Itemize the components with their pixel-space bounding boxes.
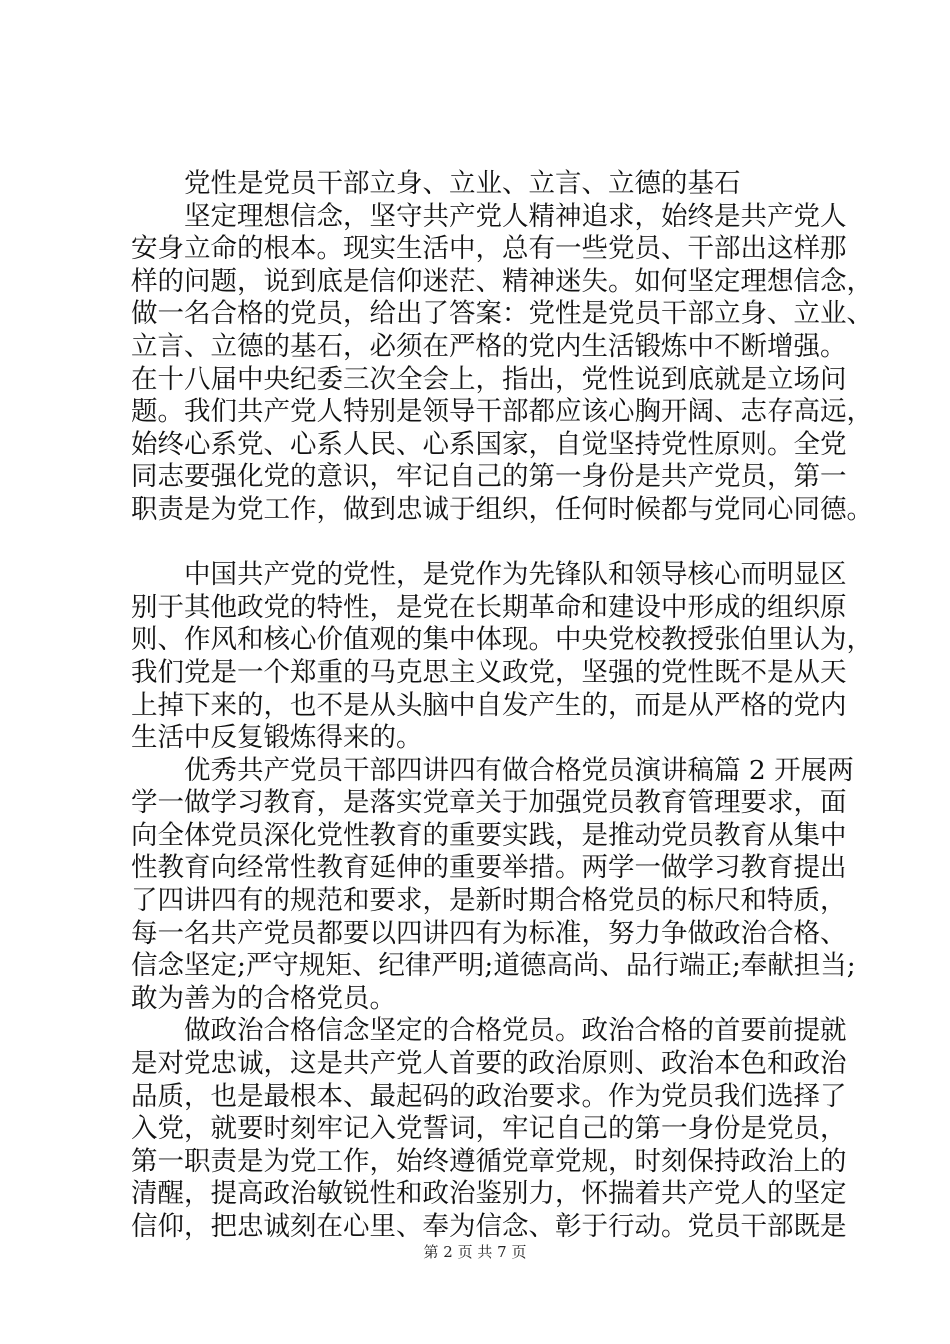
text-line: 信念坚定;严守规矩、纪律严明;道德高尚、品行端正;奉献担当;	[131, 950, 856, 982]
text-line: 了四讲四有的规范和要求，是新时期合格党员的标尺和特质，	[131, 885, 847, 917]
text-line: 题。我们共产党人特别是领导干部都应该心胸开阔、志存高远，	[131, 396, 873, 428]
paragraph-2	[131, 559, 873, 755]
text-line: 优秀共产党员干部四讲四有做合格党员演讲稿篇 2 开展两	[184, 754, 854, 786]
text-line: 立言、立德的基石，必须在严格的党内生活锻炼中不断增强。	[131, 330, 847, 362]
text-line: 生活中反复锻炼得来的。	[131, 722, 423, 754]
text-line: 样的问题，说到底是信仰迷茫、精神迷失。如何坚定理想信念，	[131, 265, 873, 297]
text-line: 信仰，把忠诚刻在心里、奉为信念、彰于行动。党员干部既是	[131, 1211, 847, 1242]
text-line: 性教育向经常性教育延伸的重要举措。两学一做学习教育提出	[131, 852, 847, 884]
text-line: 中国共产党的党性，是党作为先锋队和领导核心而明显区	[184, 559, 847, 591]
page-footer	[0, 1242, 950, 1262]
text-line: 每一名共产党员都要以四讲四有为标准，努力争做政治合格、	[131, 917, 847, 949]
document-body	[131, 168, 873, 1244]
text-line: 党性是党员干部立身、立业、立言、立德的基石	[184, 168, 741, 199]
text-line: 则、作风和核心价值观的集中体现。中央党校教授张伯里认为，	[131, 624, 873, 656]
text-line: 是对党忠诚，这是共产党人首要的政治原则、政治本色和政治	[131, 1048, 847, 1080]
text-line: 向全体党员深化党性教育的重要实践，是推动党员教育从集中	[131, 819, 847, 851]
text-line: 别于其他政党的特性，是党在长期革命和建设中形成的组织原	[131, 591, 847, 623]
text-line: 职责是为党工作，做到忠诚于组织，任何时候都与党同心同德。	[131, 493, 873, 525]
text-line: 第一职责是为党工作，始终遵循党章党规，时刻保持政治上的	[131, 1145, 847, 1177]
text-line: 敢为善为的合格党员。	[131, 982, 396, 1014]
paragraph-3	[131, 754, 856, 1016]
paragraph-1	[131, 200, 873, 527]
text-line: 学一做学习教育，是落实党章关于加强党员教育管理要求，面	[131, 787, 847, 819]
paragraph-4	[131, 1015, 847, 1243]
text-line: 安身立命的根本。现实生活中，总有一些党员、干部出这样那	[131, 233, 847, 265]
text-line: 我们党是一个郑重的马克思主义政党，坚强的党性既不是从天	[131, 656, 847, 688]
text-line: 做政治合格信念坚定的合格党员。政治合格的首要前提就	[184, 1015, 847, 1047]
text-line: 做一名合格的党员，给出了答案：党性是党员干部立身、立业、	[131, 298, 873, 330]
paragraph-spacer	[131, 527, 843, 560]
text-line: 同志要强化党的意识，牢记自己的第一身份是共产党员，第一	[131, 461, 847, 493]
heading-line	[131, 168, 843, 201]
text-line: 清醒，提高政治敏锐性和政治鉴别力，怀揣着共产党人的坚定	[131, 1178, 847, 1210]
text-line: 坚定理想信念，坚守共产党人精神追求，始终是共产党人	[184, 200, 847, 232]
text-line: 始终心系党、心系人民、心系国家，自觉坚持党性原则。全党	[131, 428, 847, 460]
text-line: 入党，就要时刻牢记入党誓词，牢记自己的第一身份是党员，	[131, 1113, 847, 1145]
text-line: 在十八届中央纪委三次全会上，指出，党性说到底就是立场问	[131, 363, 847, 395]
text-line: 上掉下来的，也不是从头脑中自发产生的，而是从严格的党内	[131, 689, 847, 721]
text-line: 品质，也是最根本、最起码的政治要求。作为党员我们选择了	[131, 1080, 847, 1112]
page-number-label: 第 2 页 共 7 页	[423, 1243, 527, 1261]
